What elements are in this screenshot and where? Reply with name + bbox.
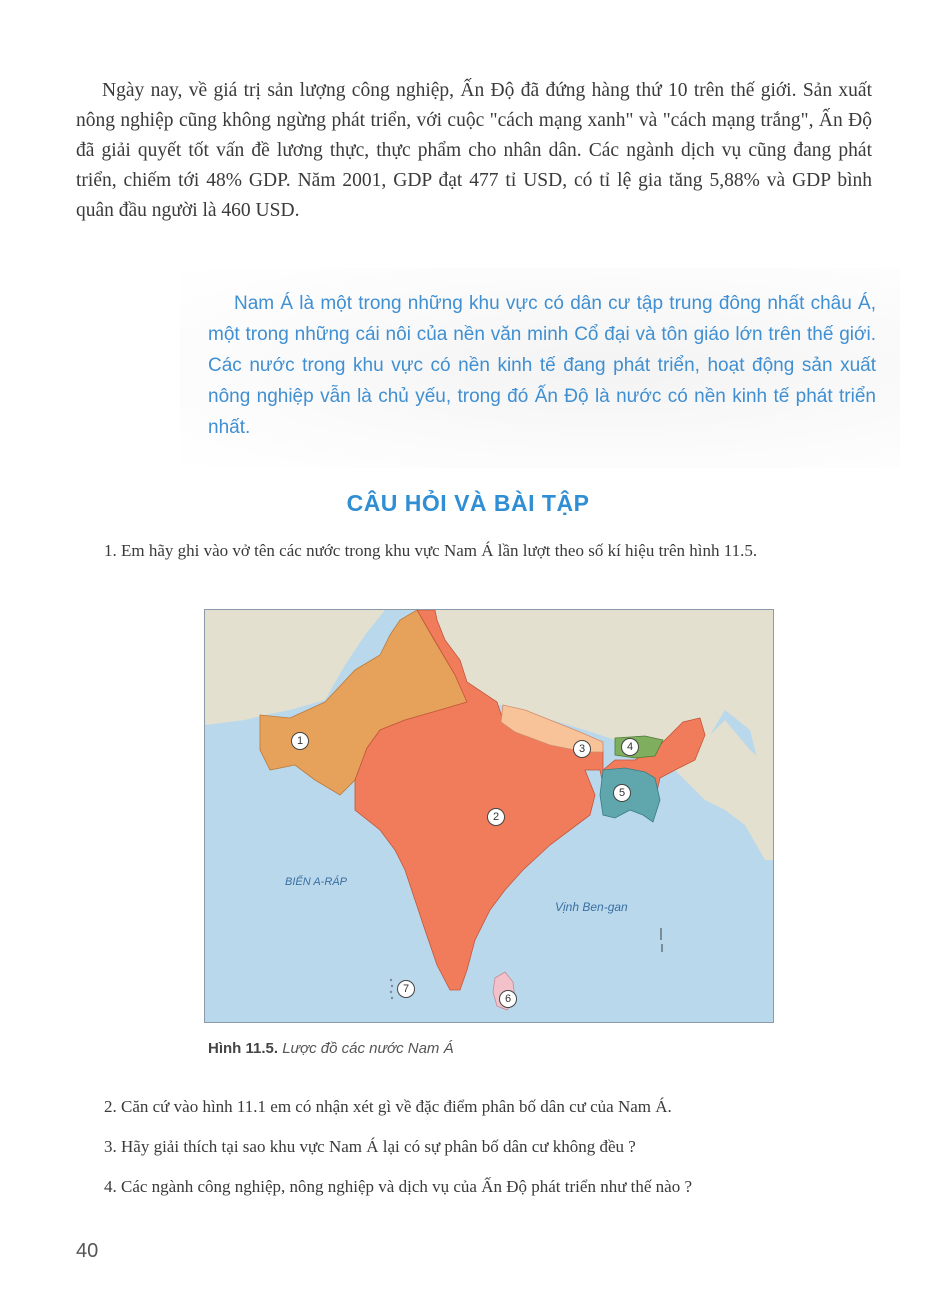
summary-box xyxy=(208,288,876,443)
question-1: 1. Em hãy ghi vào vở tên các nước trong khu vực Nam Á lần lượt theo số kí hiệu trên hình 11.5. xyxy=(104,541,758,560)
south-asia-map xyxy=(204,609,774,1023)
summary-text: Nam Á là một trong những khu vực có dân cư tập trung đông nhất châu Á, một trong những cái nôi của nền văn minh Cổ đại và tôn giáo lớn trên thế giới. Các nước trong khu vực có nền kinh tế đang phát triển, hoạt động sản xuất nông nghiệp vẫn là chủ yếu, trong đó Ấn Độ là nước có nền kinh tế phát triển nhất. xyxy=(208,293,876,438)
caption-label: Hình 11.5. xyxy=(208,1040,279,1057)
question-4: 4. Các ngành công nghiệp, nông nghiệp và dịch vụ của Ấn Độ phát triển như thế nào ? xyxy=(104,1177,693,1196)
sea-label: BIỂN A-RÁP xyxy=(285,876,347,888)
intro-paragraph xyxy=(76,76,872,226)
caption-text: Lược đồ các nước Nam Á xyxy=(282,1040,454,1057)
marker-7: 7 xyxy=(397,980,415,998)
marker-5: 5 xyxy=(613,784,631,802)
marker-4: 4 xyxy=(621,738,639,756)
bay-label: Vịnh Ben-gan xyxy=(555,900,628,914)
marker-6: 6 xyxy=(499,990,517,1008)
marker-1: 1 xyxy=(291,732,309,750)
question-2: 2. Căn cứ vào hình 11.1 em có nhận xét gì về đặc điểm phân bố dân cư của Nam Á. xyxy=(104,1097,672,1116)
marker-2: 2 xyxy=(487,808,505,826)
marker-3: 3 xyxy=(573,740,591,758)
intro-text: Ngày nay, về giá trị sản lượng công nghiệp, Ấn Độ đã đứng hàng thứ 10 trên thế giới. Sản xuất nông nghiệp cũng không ngừng phát triển, với cuộc "cách mạng xanh" và "cách mạng trắng", Ấn Độ đã giải quyết tốt vấn đề lương thực, thực phẩm cho nhân dân. Các ngành dịch vụ cũng đang phát triển, chiếm tới 48% GDP. Năm 2001, GDP đạt 477 tỉ USD, có tỉ lệ gia tăng 5,88% và GDP bình quân đầu người là 460 USD. xyxy=(76,80,872,221)
section-title: CÂU HỎI VÀ BÀI TẬP xyxy=(346,490,590,516)
figure-caption xyxy=(208,1040,454,1057)
question-3: 3. Hãy giải thích tại sao khu vực Nam Á lại có sự phân bố dân cư không đều ? xyxy=(104,1137,636,1156)
page-number: 40 xyxy=(76,1240,99,1262)
